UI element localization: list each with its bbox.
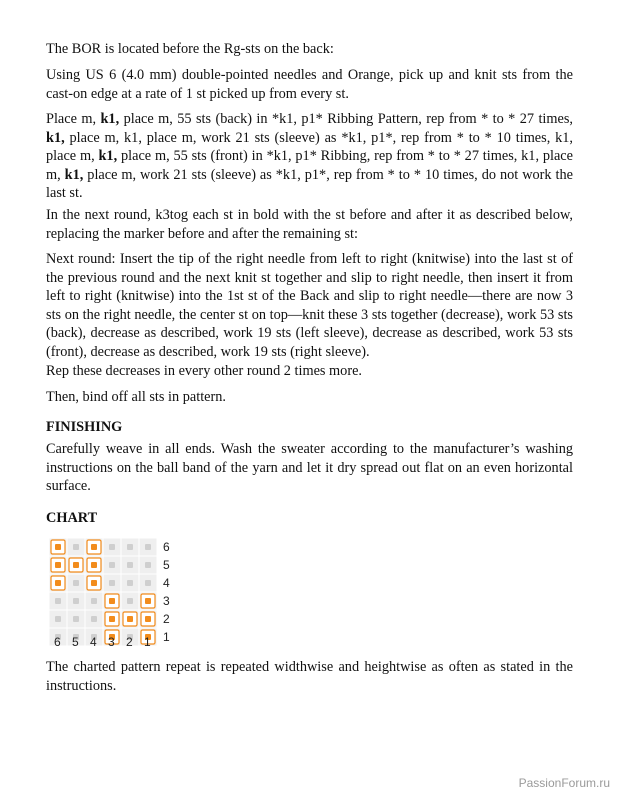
chart-stitch-orange (145, 598, 151, 604)
chart-stitch-orange (73, 562, 79, 568)
chart-stitch-grey (91, 616, 97, 622)
chart-stitch-grey (55, 616, 61, 622)
chart-stitch-grey (127, 580, 133, 586)
knitting-chart (48, 537, 188, 647)
chart-row-label: 1 (163, 630, 170, 644)
paragraph-pick-up: Using US 6 (4.0 mm) double-pointed needles and Orange, pick up and knit sts from the cast-on edge at a rate of 1 st picked up from every st. (46, 67, 573, 102)
chart-stitch-orange (55, 544, 61, 550)
chart-stitch-grey (127, 544, 133, 550)
chart-row-label: 6 (163, 540, 170, 554)
chart-stitch-grey (73, 616, 79, 622)
chart-stitch-orange (91, 580, 97, 586)
chart-stitch-orange (91, 544, 97, 550)
chart-stitch-grey (145, 562, 151, 568)
paragraph-finishing: Carefully weave in all ends. Wash the sweater according to the manufacturer’s washing instructions on the ball band of the yarn and let it dry spread out flat on an even horizontal surface. (46, 441, 573, 494)
chart-stitch-grey (109, 544, 115, 550)
chart-row-label: 2 (163, 612, 170, 626)
chart-stitch-orange (109, 598, 115, 604)
chart-stitch-orange (91, 562, 97, 568)
chart-stitch-grey (109, 562, 115, 568)
chart-col-label: 1 (144, 635, 151, 647)
chart-row-label: 5 (163, 558, 170, 572)
paragraph-bind-off: Then, bind off all sts in pattern. (46, 389, 227, 405)
paragraph-k3tog: In the next round, k3tog each st in bold with the st before and after it as described below, replacing the marker before and after the remaining st: (46, 207, 573, 242)
chart-col-label: 6 (54, 635, 61, 647)
chart-stitch-orange (109, 616, 115, 622)
chart-stitch-grey (73, 580, 79, 586)
chart-stitch-orange (127, 616, 133, 622)
chart-stitch-grey (145, 580, 151, 586)
chart-col-label: 2 (126, 635, 133, 647)
chart-stitch-grey (91, 598, 97, 604)
chart-stitch-grey (127, 562, 133, 568)
chart-row-label: 4 (163, 576, 170, 590)
watermark-footer: PassionForum.ru (518, 776, 610, 790)
chart-stitch-grey (127, 598, 133, 604)
heading-finishing: FINISHING (46, 419, 123, 435)
chart-stitch-grey (55, 598, 61, 604)
chart-stitch-grey (73, 544, 79, 550)
chart-col-label: 5 (72, 635, 79, 647)
chart-col-label: 3 (108, 635, 115, 647)
chart-row-label: 3 (163, 594, 170, 608)
chart-stitch-grey (73, 598, 79, 604)
chart-stitch-orange (145, 616, 151, 622)
paragraph-chart-note: The charted pattern repeat is repeated widthwise and heightwise as often as stated in the instructions. (46, 659, 573, 694)
paragraph-next-round: Next round: Insert the tip of the right needle from left to right (knitwise) into the last st of the previous round and the next knit st together and slip to right needle, then insert it from left to right (knitwise) into the 1st st of the Back and slip to right needle—there are now 3 sts on the right needle, the center st on top—knit these 3 sts together (decrease), work 53 sts (back), decrease as described, work 19 sts (left sleeve), decrease as described, work 53 sts (front), decrease as described, work 19 sts (right sleeve). (46, 251, 573, 360)
heading-chart: CHART (46, 510, 98, 526)
chart-stitch-orange (55, 562, 61, 568)
chart-stitch-grey (145, 544, 151, 550)
paragraph-repeat: Rep these decreases in every other round 2 times more. (46, 363, 363, 379)
chart-stitch-orange (55, 580, 61, 586)
chart-col-label: 4 (90, 635, 97, 647)
chart-stitch-grey (109, 580, 115, 586)
paragraph-place-markers: Place m, k1, place m, 55 sts (back) in *k1, p1* Ribbing Pattern, rep from * to * 27 times, k1, place m, k1, place m, work 21 sts (sleeve) as *k1, p1*, rep from * to * 10 times, k1, place m, k1, place m, 55 sts (front) in *k1, p1* Ribbing, rep from * to * 27 times, k1, place m, k1, place m, work 21 sts (sleeve) as *k1, p1*, rep from * to * 10 times, do not work the last st. (46, 111, 573, 201)
paragraph-bor: The BOR is located before the Rg-sts on the back: (46, 41, 334, 57)
